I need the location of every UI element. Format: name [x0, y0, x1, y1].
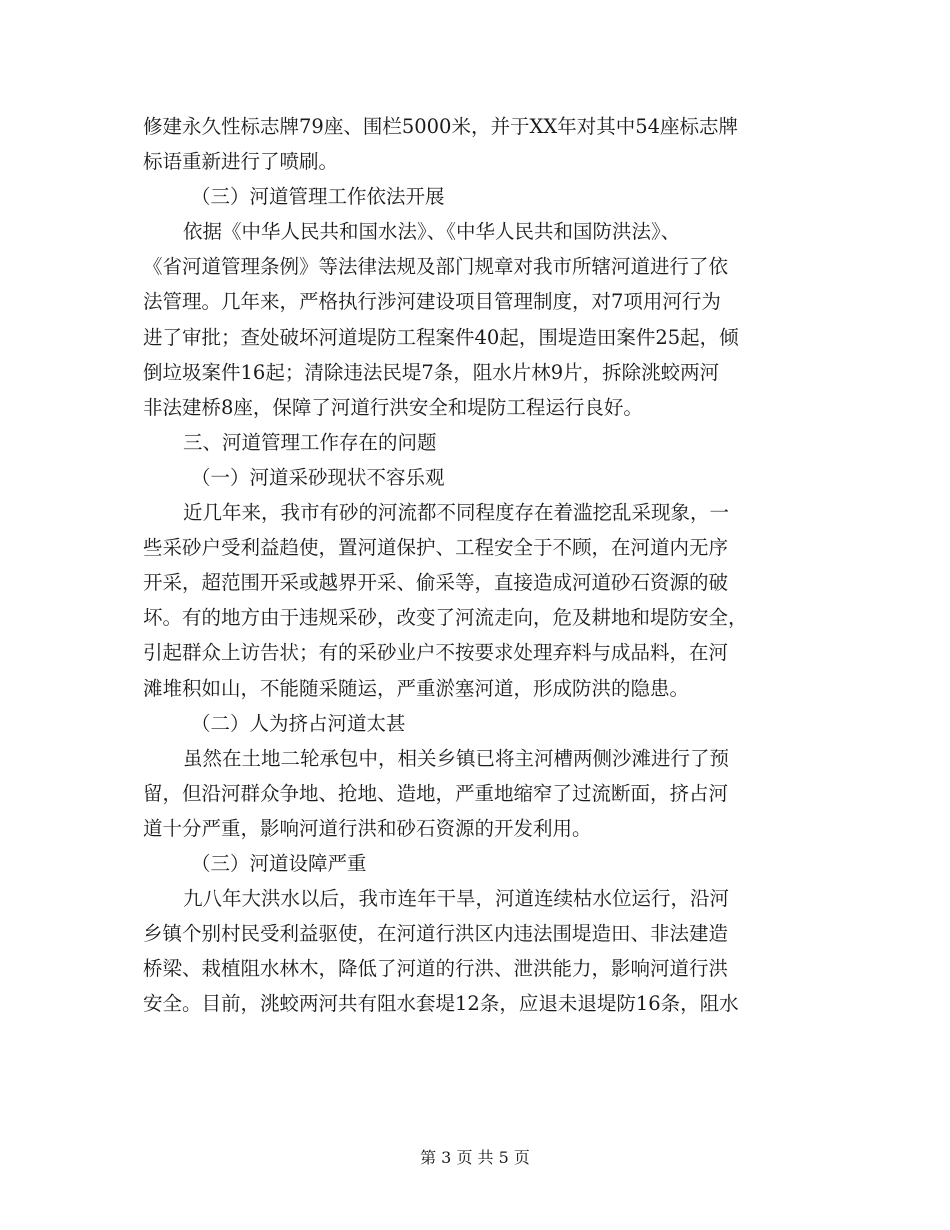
text-line: 虽然在土地二轮承包中，相关乡镇已将主河槽两侧沙滩进行了预	[183, 746, 730, 770]
text-line: 《省河道管理条例》等法律法规及部门规章对我市所辖河道进行了依	[143, 255, 729, 279]
text-line: 乡镇个别村民受利益驱使，在河道行洪区内违法围堤造田、非法建造	[143, 922, 729, 946]
text-line: 修建永久性标志牌79座、围栏5000米，并于XX年对其中54座标志牌	[143, 115, 739, 138]
text-line: 标语重新进行了喷刷。	[143, 150, 339, 174]
text-line: 开采，超范围开采或越界开采、偷采等，直接造成河道砂石资源的破	[143, 571, 729, 595]
body-text	[143, 109, 813, 1021]
text-line: 进了审批；查处破坏河道堤防工程案件40起，围堤造田案件25起，倾	[143, 325, 739, 349]
text-line: 些采砂户受利益趋使，置河道保护、工程安全于不顾，在河道内无序	[143, 536, 729, 560]
text-line: 倒垃圾案件16起；清除违法民堤7条，阻水片林9片，拆除洮蛟两河	[143, 360, 720, 384]
text-line: （一）河道采砂现状不容乐观	[191, 465, 445, 489]
page-footer: 第 3 页 共 5 页	[420, 1148, 530, 1167]
text-line: 坏。有的地方由于违规采砂，改变了河流走向，危及耕地和堤防安全，	[143, 606, 748, 630]
text-line: 留，但沿河群众争地、抢地、造地，严重地缩窄了过流断面，挤占河	[143, 781, 729, 805]
text-line: 滩堆积如山，不能随采随运，严重淤塞河道，形成防洪的隐患。	[143, 676, 690, 700]
text-line: （二）人为挤占河道太甚	[191, 711, 406, 735]
text-line: 非法建桥8座，保障了河道行洪安全和堤防工程运行良好。	[143, 395, 643, 419]
text-line: （三）河道管理工作依法开展	[191, 185, 445, 209]
text-line: 法管理。几年来，严格执行涉河建设项目管理制度，对7项用河行为	[143, 290, 721, 314]
text-line: 桥梁、栽植阻水林木，降低了河道的行洪、泄洪能力，影响河道行洪	[143, 957, 729, 981]
text-line: 三、河道管理工作存在的问题	[183, 430, 437, 454]
text-line: （三）河道设障严重	[191, 851, 367, 875]
text-line: 安全。目前，洮蛟两河共有阻水套堤12条，应退未退堤防16条，阻水	[143, 992, 739, 1016]
text-line: 近几年来，我市有砂的河流都不同程度存在着滥挖乱采现象，一	[183, 501, 730, 525]
text-line: 依据《中华人民共和国水法》、《中华人民共和国防洪法》、	[183, 220, 681, 244]
text-line: 道十分严重，影响河道行洪和砂石资源的开发利用。	[143, 816, 592, 840]
text-line: 九八年大洪水以后，我市连年干旱，河道连续枯水位运行，沿河	[183, 887, 730, 911]
text-line: 引起群众上访告状；有的采砂业户不按要求处理弃料与成品料，在河	[143, 641, 729, 665]
